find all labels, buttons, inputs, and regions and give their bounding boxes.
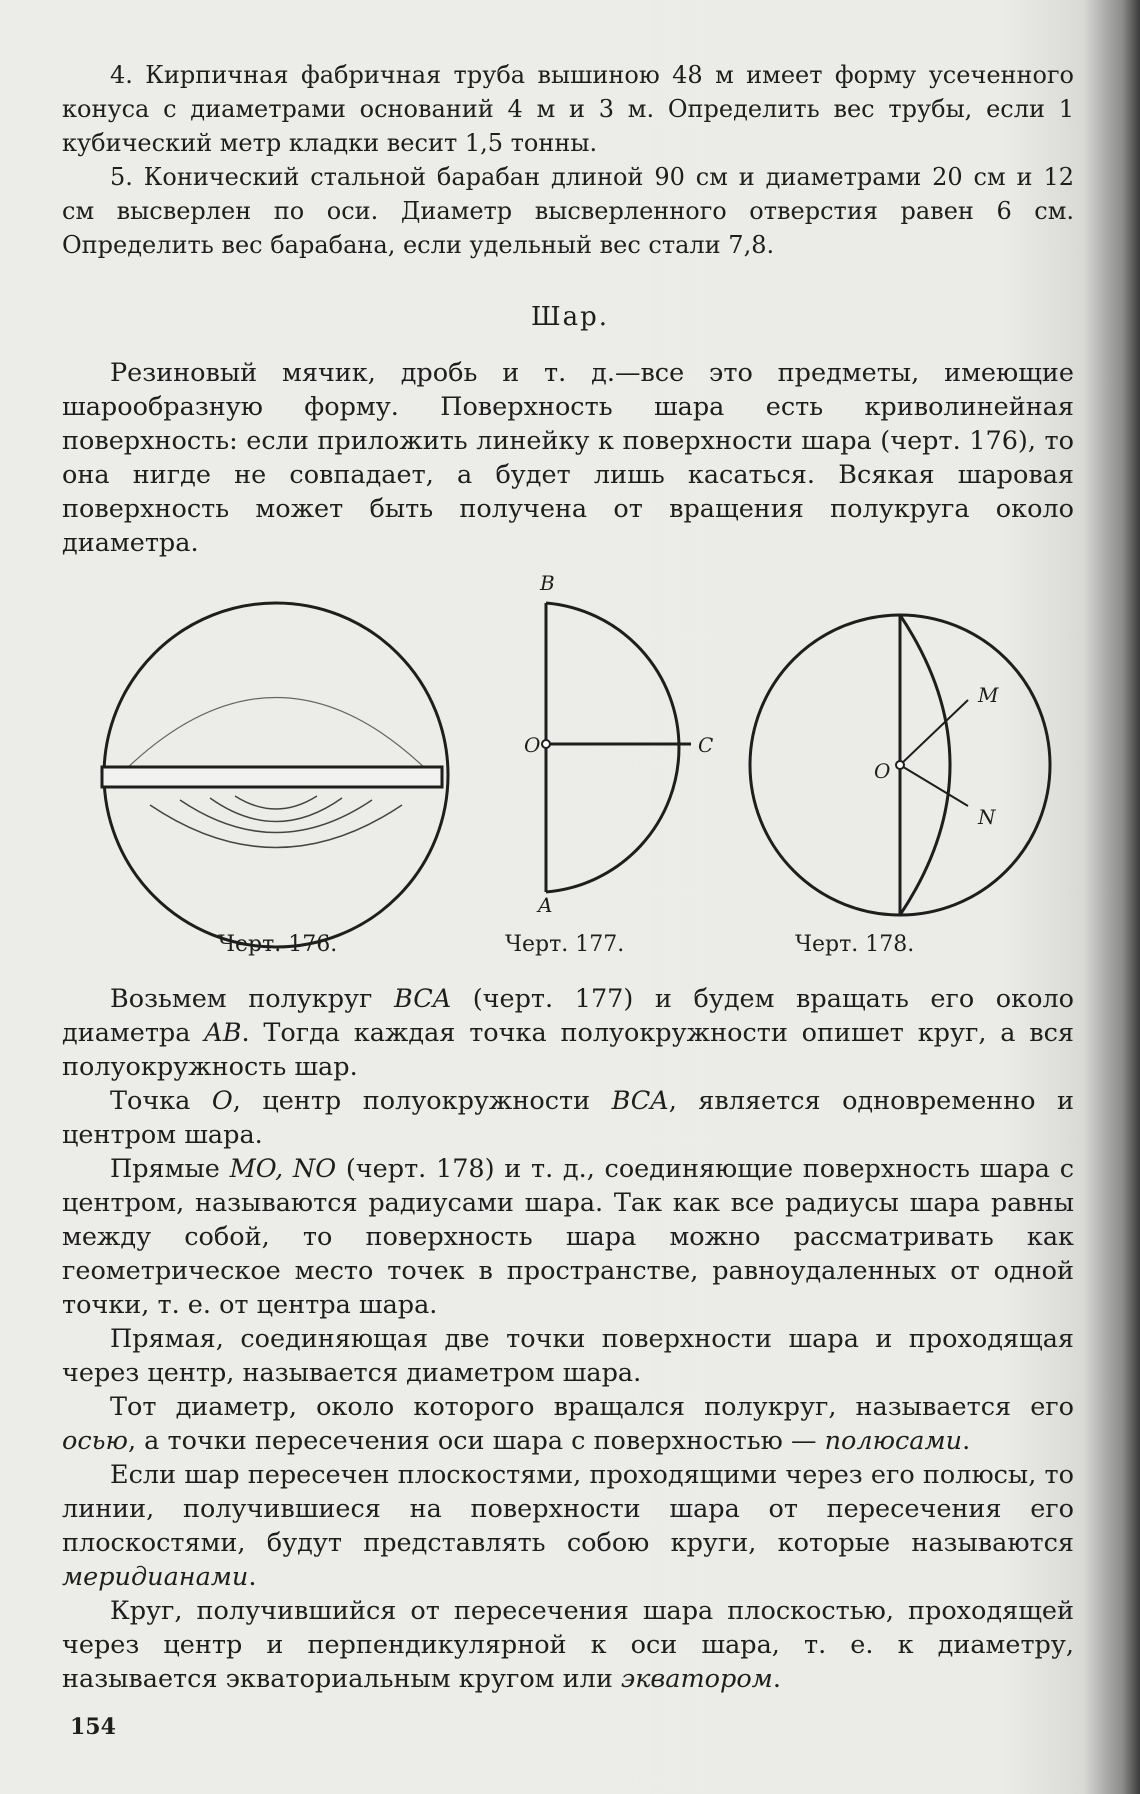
problem-4: 4. Кирпичная фабричная труба вышиною 48 м имеет форму усеченного конуса с диаметрами оснований 4 м и 3 м. Определить вес трубы, если 1 кубический метр кладки весит 1,5 тонны. bbox=[62, 61, 1074, 157]
text: Круг, получившийся от пересечения шара плоскостью, проходящей через центр и перпендикулярной к оси шара, т. е. к диаметру, называется экваториальным кругом или bbox=[62, 1596, 1074, 1694]
center-point-178 bbox=[896, 761, 904, 769]
italic-term: экватором bbox=[620, 1664, 773, 1694]
text: Если шар пересечен плоскостями, проходящими через его полюсы, то линии, получившиеся на поверхности шара от пересечения его плоскостями, будут представлять собою круги, которые называются bbox=[62, 1460, 1074, 1558]
center-point bbox=[542, 740, 550, 748]
italic-term: BCA bbox=[393, 984, 452, 1014]
meridian-arc bbox=[900, 615, 950, 915]
para-6 bbox=[62, 1458, 1074, 1594]
label-b: B bbox=[540, 571, 555, 595]
problem-5: 5. Конический стальной барабан длиной 90 см и диаметрами 20 см и 12 см высверлен по оси. Диаметр высверленного отверстия равен 6 см. Определить вес барабана, если удельный вес стали 7,8. bbox=[62, 163, 1074, 259]
text: , а точки пересечения оси шара с поверхностью — bbox=[127, 1426, 825, 1456]
figure-176 bbox=[102, 603, 448, 947]
para-1 bbox=[62, 982, 1074, 1084]
label-o: O bbox=[524, 733, 541, 757]
intro-text: Резиновый мячик, дробь и т. д.—все это предметы, имеющие шарообразную форму. Поверхность шара есть криволинейная поверхность: если приложить линейку к поверхности шара (черт. 176), то она нигде не совпадает, а будет лишь касаться. Всякая шаровая поверхность может быть получена от вращения полукруга около диаметра. bbox=[62, 358, 1074, 558]
radius-on bbox=[900, 765, 968, 806]
text: , является одновременно и центром шара. bbox=[62, 1086, 1074, 1150]
radius-om bbox=[900, 700, 968, 765]
section-title: Шар. bbox=[530, 302, 610, 332]
italic-term: O bbox=[211, 1086, 233, 1116]
text: , центр полуокружности bbox=[232, 1086, 612, 1116]
problems-block bbox=[62, 58, 1074, 262]
ruler bbox=[102, 767, 442, 787]
label-n: N bbox=[978, 805, 996, 829]
italic-term: AB bbox=[204, 1018, 242, 1048]
text: Возьмем полукруг bbox=[110, 984, 394, 1014]
caption-178: Черт. 178. bbox=[795, 932, 915, 957]
text: Точка bbox=[110, 1086, 212, 1116]
intro-paragraph bbox=[62, 356, 1074, 560]
label-m: M bbox=[978, 683, 999, 707]
text: Прямые bbox=[110, 1154, 230, 1184]
sphere-highlight bbox=[120, 698, 432, 776]
label-c: C bbox=[698, 733, 714, 757]
text: Тот диаметр, около которого вращался полукруг, называется его bbox=[110, 1392, 1074, 1422]
para-4: Прямая, соединяющая две точки поверхности шара и проходящая через центр, называется диаметром шара. bbox=[62, 1324, 1074, 1388]
para-3 bbox=[62, 1152, 1074, 1322]
label-a: A bbox=[538, 893, 553, 917]
page-number: 154 bbox=[70, 1714, 116, 1740]
italic-term: BCA bbox=[611, 1086, 669, 1116]
text: . bbox=[772, 1664, 781, 1694]
figure-178 bbox=[750, 615, 1050, 915]
semicircle-arc bbox=[546, 603, 679, 892]
caption-176: Черт. 176. bbox=[218, 932, 338, 957]
italic-term: осью bbox=[62, 1426, 128, 1456]
text: . bbox=[962, 1426, 971, 1456]
text: (черт. 177) и будем вращать его около диаметра bbox=[62, 984, 1074, 1048]
para-2 bbox=[62, 1084, 1074, 1152]
text: . Тогда каждая точка полуокружности опишет круг, а вся полуокружность шар. bbox=[62, 1018, 1074, 1082]
text: (черт. 178) и т. д., соединяющие поверхность шара с центром, называются радиусами шара. Так как все радиусы шара равны между собой, то поверхность шара можно рассматривать как геометрическое место точек в пространстве, равноудаленных от одной точки, т. е. от центра шара. bbox=[62, 1154, 1074, 1320]
figure-177 bbox=[542, 603, 691, 892]
italic-term: MO, NO bbox=[229, 1154, 337, 1184]
sphere-shading bbox=[150, 796, 402, 848]
para-7 bbox=[62, 1594, 1074, 1696]
italic-term: полюсами bbox=[824, 1426, 963, 1456]
label-o-178: O bbox=[874, 759, 891, 783]
text: . bbox=[248, 1562, 257, 1592]
italic-term: меридианами bbox=[62, 1562, 249, 1592]
para-5 bbox=[62, 1390, 1074, 1458]
body-text bbox=[62, 982, 1074, 1696]
figures bbox=[0, 560, 1140, 980]
caption-177: Черт. 177. bbox=[505, 932, 625, 957]
